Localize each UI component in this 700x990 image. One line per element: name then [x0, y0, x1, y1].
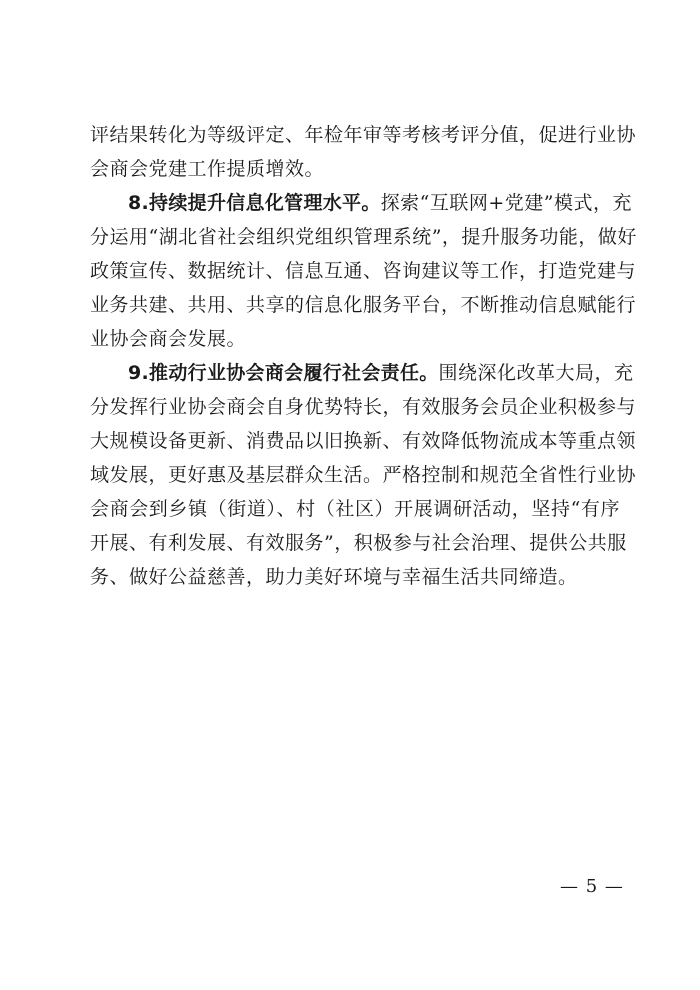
paragraph-line [90, 356, 634, 390]
paragraph-line: 会商会党建工作提质增效。 [90, 158, 325, 180]
paragraph-text: 探索“互联网+党建”模式，充 [380, 192, 632, 214]
paragraph-line: 开展、有利发展、有效服务”，积极参与社会治理、提供公共服 [90, 532, 627, 554]
paragraph-text: 围绕深化改革大局，充 [438, 362, 634, 384]
paragraph-line: 大规模设备更新、消费品以旧换新、有效降低物流成本等重点领 [90, 430, 637, 452]
paragraph-line: 域发展，更好惠及基层群众生活。严格控制和规范全省性行业协 [90, 464, 637, 486]
paragraph-line: 分发挥行业协会商会自身优势特长，有效服务会员企业积极参与 [90, 396, 637, 418]
body-text [90, 118, 637, 594]
paragraph-line: 业务共建、共用、共享的信息化服务平台，不断推动信息赋能行 [90, 294, 637, 316]
paragraph-line: 政策宣传、数据统计、信息互通、咨询建议等工作，打造党建与 [90, 260, 637, 282]
paragraph-line: 分运用“湖北省社会组织党组织管理系统”，提升服务功能，做好 [90, 226, 637, 248]
section-heading: 9.推动行业协会商会履行社会责任。 [128, 362, 439, 384]
paragraph-line: 会商会到乡镇（街道）、村（社区）开展调研活动，坚持“有序 [90, 498, 620, 520]
section-heading: 8.持续提升信息化管理水平。 [128, 192, 381, 214]
paragraph-line: 业协会商会发展。 [90, 328, 247, 350]
paragraph-line [90, 186, 632, 220]
paragraph-line: 务、做好公益慈善，助力美好环境与幸福生活共同缔造。 [90, 566, 578, 588]
paragraph-line: 评结果转化为等级评定、年检年审等考核考评分值，促进行业协 [90, 124, 637, 146]
page-number: — 5 — [560, 876, 624, 897]
